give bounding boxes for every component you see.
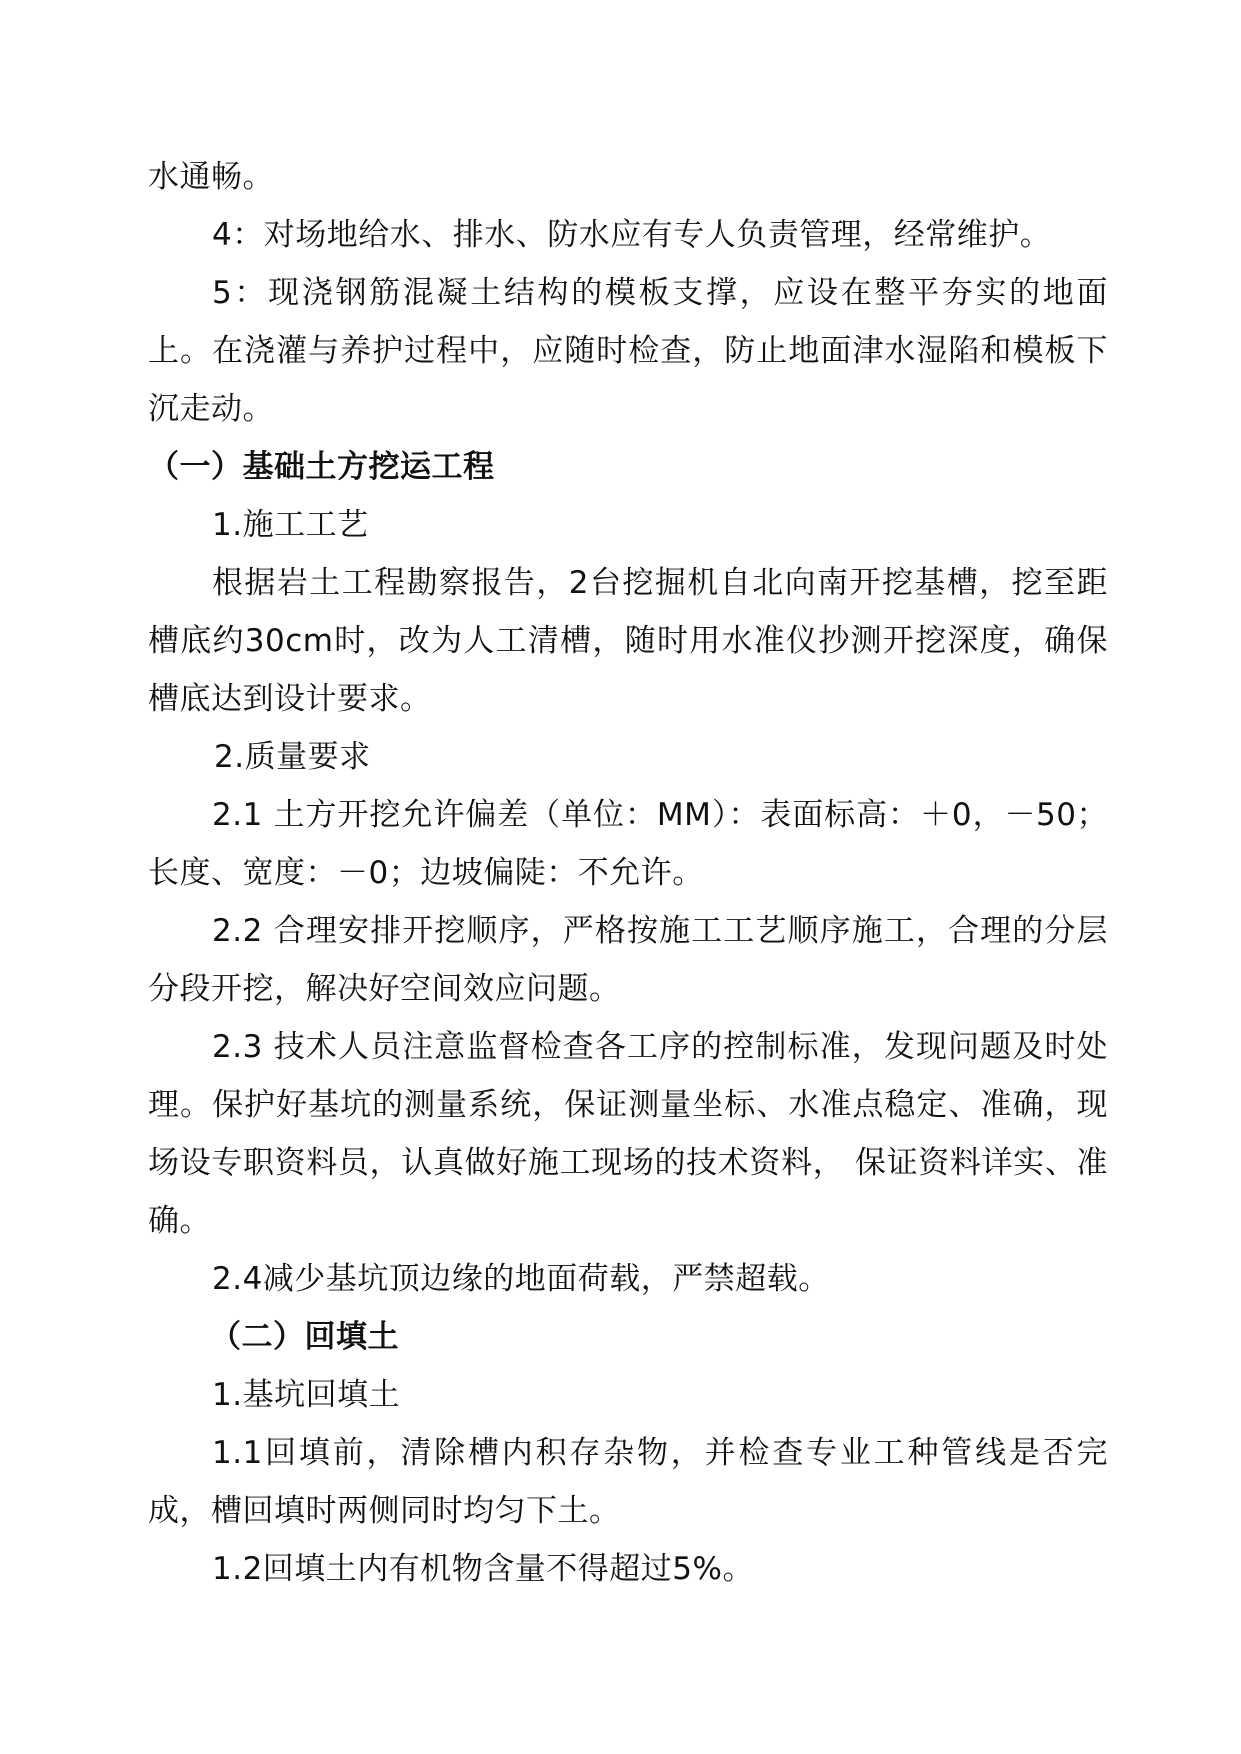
paragraph-2-4: 2.4减少基坑顶边缘的地面荷载，严禁超载。 [212,1261,830,1297]
paragraph-1-2: 1.2回填土内有机物含量不得超过5%。 [212,1551,754,1587]
document-body [148,148,1108,1598]
section-heading-earthwork: （一）基础土方挖运工程 [148,449,495,485]
subheading-quality-requirements: 2.质量要求 [214,739,371,775]
paragraph-item-5: 5：现浇钢筋混凝土结构的模板支撑，应设在整平夯实的地面上。在浇灌与养护过程中，应随时检查，防止地面津水湿陷和模板下沉走动。 [148,275,1108,427]
paragraph-2-3: 2.3 技术人员注意监督检查各工序的控制标准，发现问题及时处理。保护好基坑的测量系统，保证测量坐标、水准点稳定、准确，现场设专职资料员，认真做好施工现场的技术资料， 保证资料详实、准确。 [148,1029,1108,1239]
paragraph-1-1: 1.1回填前，清除槽内积存杂物，并检查专业工种管线是否完成，槽回填时两侧同时均匀下土。 [148,1435,1108,1529]
paragraph-continuation: 水通畅。 [148,159,274,195]
subheading-construction-process: 1.施工工艺 [212,507,369,543]
paragraph-2-1: 2.1 土方开挖允许偏差（单位：MM）：表面标高：＋0，－50；长度、宽度：－0；边坡偏陡：不允许。 [148,797,1108,891]
subheading-pit-backfill: 1.基坑回填土 [212,1377,401,1413]
paragraph-item-4: 4：对场地给水、排水、防水应有专人负责管理，经常维护。 [212,217,1052,253]
paragraph-2-2: 2.2 合理安排开挖顺序，严格按施工工艺顺序施工，合理的分层分段开挖，解决好空间效应问题。 [148,913,1108,1007]
paragraph-construction-process: 根据岩土工程勘察报告，2台挖掘机自北向南开挖基槽，挖至距槽底约30cm时，改为人工清槽，随时用水准仪抄测开挖深度，确保槽底达到设计要求。 [148,565,1108,717]
section-heading-backfill: （二）回填土 [210,1319,399,1355]
